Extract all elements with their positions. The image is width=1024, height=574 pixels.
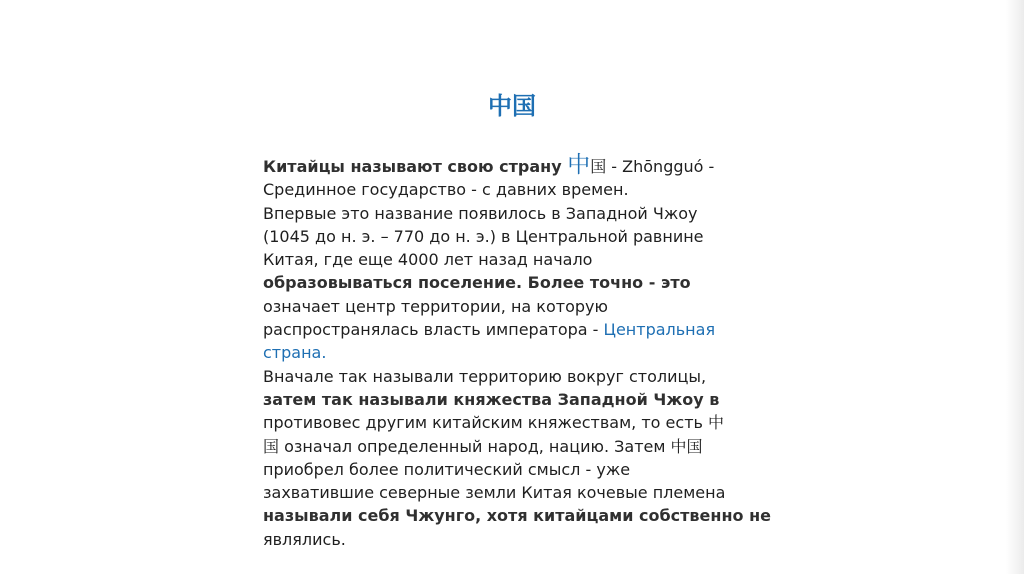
central-country-link[interactable]: Центральная [603,320,716,340]
text-line: Вначале так называли территорию вокруг столицы, [263,366,707,386]
hanzi-zhong: 中 [567,152,591,178]
text-line: противовес другим китайским княжествам, то есть 中 [263,413,725,433]
text-line: затем так называли княжества Западной Чжоу в [263,389,720,409]
central-country-link-cont[interactable]: страна. [263,343,327,363]
text-line: Китая, где еще 4000 лет назад начало [263,250,593,270]
text-line: захватившие северные земли Китая кочевые племена [263,483,726,503]
text-line: (1045 до н. э. – 770 до н. э.) в Центральной равнине [263,226,704,246]
hanzi-guo: 国 [590,157,607,176]
slide-edge-shadow [1006,0,1024,574]
text-line [263,154,763,178]
pinyin: - Zhōngguó - [606,157,715,176]
body-text [263,152,771,551]
text-line: 国 означал определенный народ, нацию. Затем 中国 [263,436,703,456]
text-segment: распространялась власть императора - [263,320,604,340]
text-lead: Китайцы называют свою страну [263,157,568,176]
text-line: образовываться поселение. Более точно - это [263,273,691,293]
text-line: Впервые это название появилось в Западной Чжоу [263,203,698,223]
text-line: означает центр территории, на которую [263,296,608,316]
text-line [263,318,763,341]
text-line: приобрел более политический смысл - уже [263,459,631,479]
text-line: являлись. [263,529,346,549]
slide-title: 中国 [488,92,536,120]
text-line: Срединное государство - с давних времен. [263,180,629,200]
text-line: называли себя Чжунго, хотя китайцами собственно не [263,506,771,526]
